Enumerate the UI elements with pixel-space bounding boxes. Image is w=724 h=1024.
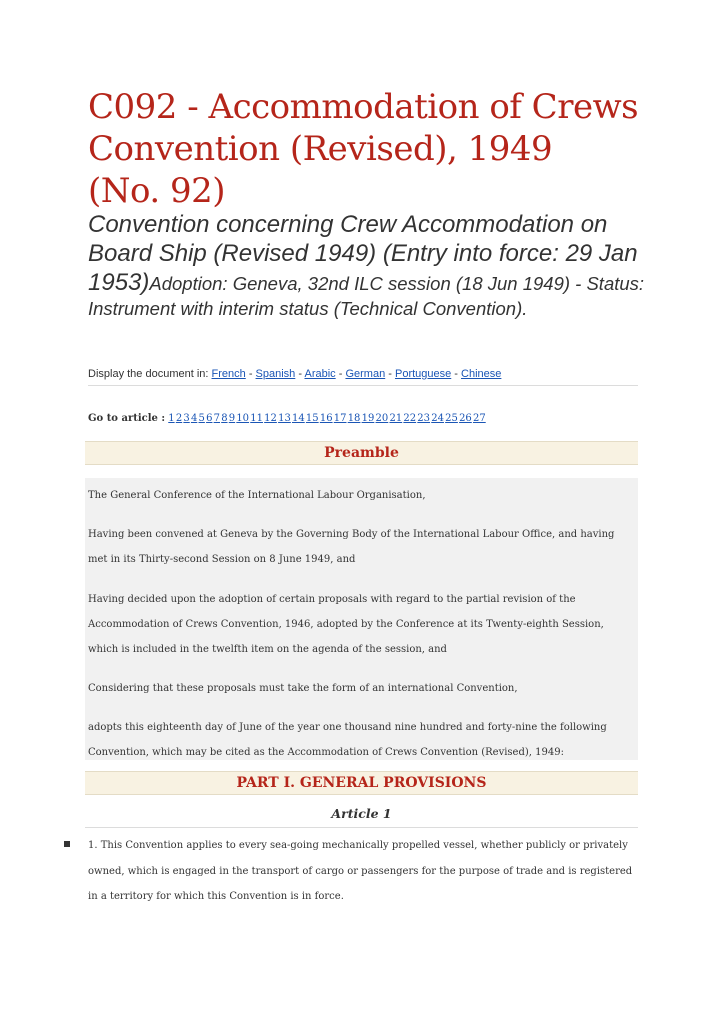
article-link-17[interactable]: 17 (333, 413, 347, 424)
bullet-icon (64, 841, 70, 847)
preamble-paragraph: Having decided upon the adoption of certain proposals with regard to the partial revision of the Accommodation of Crews Convention, 1946, adopted by the Conference at its Twenty-eighth Session, which is included in the twelfth item on the agenda of the session, and (88, 594, 604, 655)
language-link-spanish[interactable]: Spanish (255, 368, 296, 380)
preamble-heading: Preamble (85, 441, 638, 465)
preamble-paragraph: The General Conference of the International Labour Organisation, (88, 490, 426, 501)
article-link-2[interactable]: 2 (175, 413, 183, 424)
article-link-1[interactable]: 1 (168, 413, 175, 424)
language-link-french[interactable]: French (211, 368, 246, 380)
article-link-15[interactable]: 15 (305, 413, 319, 424)
article-link-26[interactable]: 26 (459, 413, 472, 424)
article-link-19[interactable]: 19 (361, 413, 375, 424)
article-link-23[interactable]: 23 (417, 413, 431, 424)
language-link-chinese[interactable]: Chinese (461, 368, 502, 380)
article-navigation (88, 413, 638, 424)
page-title (88, 86, 648, 212)
title-line-2: Convention (Revised), 1949 (88, 129, 553, 169)
article-link-3[interactable]: 3 (183, 413, 190, 424)
article-link-7[interactable]: 7 (213, 413, 220, 424)
language-selector (88, 368, 638, 386)
language-separator: - (451, 368, 462, 380)
article-link-20[interactable]: 20 (375, 413, 389, 424)
article-link-11[interactable]: 11 (250, 413, 263, 424)
language-link-arabic[interactable]: Arabic (304, 368, 336, 380)
article-link-22[interactable]: 22 (403, 413, 417, 424)
article-link-13[interactable]: 13 (278, 413, 291, 424)
language-label: Display the document in: (88, 368, 209, 380)
language-separator: - (295, 368, 305, 380)
article-link-6[interactable]: 6 (206, 413, 213, 424)
article-link-21[interactable]: 21 (389, 413, 403, 424)
subtitle-main: Convention concerning Crew Accommodation on Board Ship (Revised 1949) (Entry into force: 29 Jan 1953) (88, 211, 638, 296)
preamble-paragraph: adopts this eighteenth day of June of the year one thousand nine hundred and forty-nine the following Convention, which may be cited as the Accommodation of Crews Convention (Revised), 1949: (88, 722, 607, 758)
article-link-18[interactable]: 18 (347, 413, 361, 424)
article-link-10[interactable]: 10 (236, 413, 250, 424)
title-line-1: C092 - Accommodation of Crews (88, 87, 639, 127)
goto-label: Go to article : (88, 413, 166, 424)
preamble-section (85, 478, 638, 760)
part-1-heading: PART I. GENERAL PROVISIONS (85, 771, 638, 795)
language-link-german[interactable]: German (345, 368, 386, 380)
article-1-paragraph: 1. This Convention applies to every sea-going mechanically propelled vessel, whether publicly or privately owned, which is engaged in the transport of cargo or passengers for the purpose of trade and is registered in a territory for which this Convention is in force. (88, 840, 633, 902)
article-link-5[interactable]: 5 (198, 413, 205, 424)
language-links (212, 368, 502, 380)
article-link-9[interactable]: 9 (228, 413, 236, 424)
article-link-16[interactable]: 16 (319, 413, 333, 424)
article-link-27[interactable]: 27 (472, 413, 486, 424)
preamble-paragraph: Having been convened at Geneva by the Governing Body of the International Labour Office, and having met in its Thirty-second Session on 8 June 1949, and (88, 529, 615, 565)
language-separator: - (335, 368, 346, 380)
language-separator: - (245, 368, 256, 380)
article-1-heading: Article 1 (85, 806, 638, 828)
language-link-portuguese[interactable]: Portuguese (394, 368, 452, 380)
article-link-12[interactable]: 12 (264, 413, 277, 424)
article-link-14[interactable]: 14 (292, 413, 305, 424)
article-link-8[interactable]: 8 (221, 413, 228, 424)
article-link-24[interactable]: 24 (431, 413, 444, 424)
article-link-25[interactable]: 25 (445, 413, 458, 424)
language-separator: - (385, 368, 395, 380)
page-subtitle (88, 210, 648, 320)
title-line-3: (No. 92) (88, 171, 226, 211)
article-links (168, 413, 487, 424)
subtitle-detail: Adoption: Geneva, 32nd ILC session (18 Jun 1949) - Status: Instrument with interim status (Technical Convention). (88, 273, 645, 319)
preamble-paragraph: Considering that these proposals must take the form of an international Convention, (88, 683, 518, 694)
article-link-4[interactable]: 4 (190, 413, 198, 424)
